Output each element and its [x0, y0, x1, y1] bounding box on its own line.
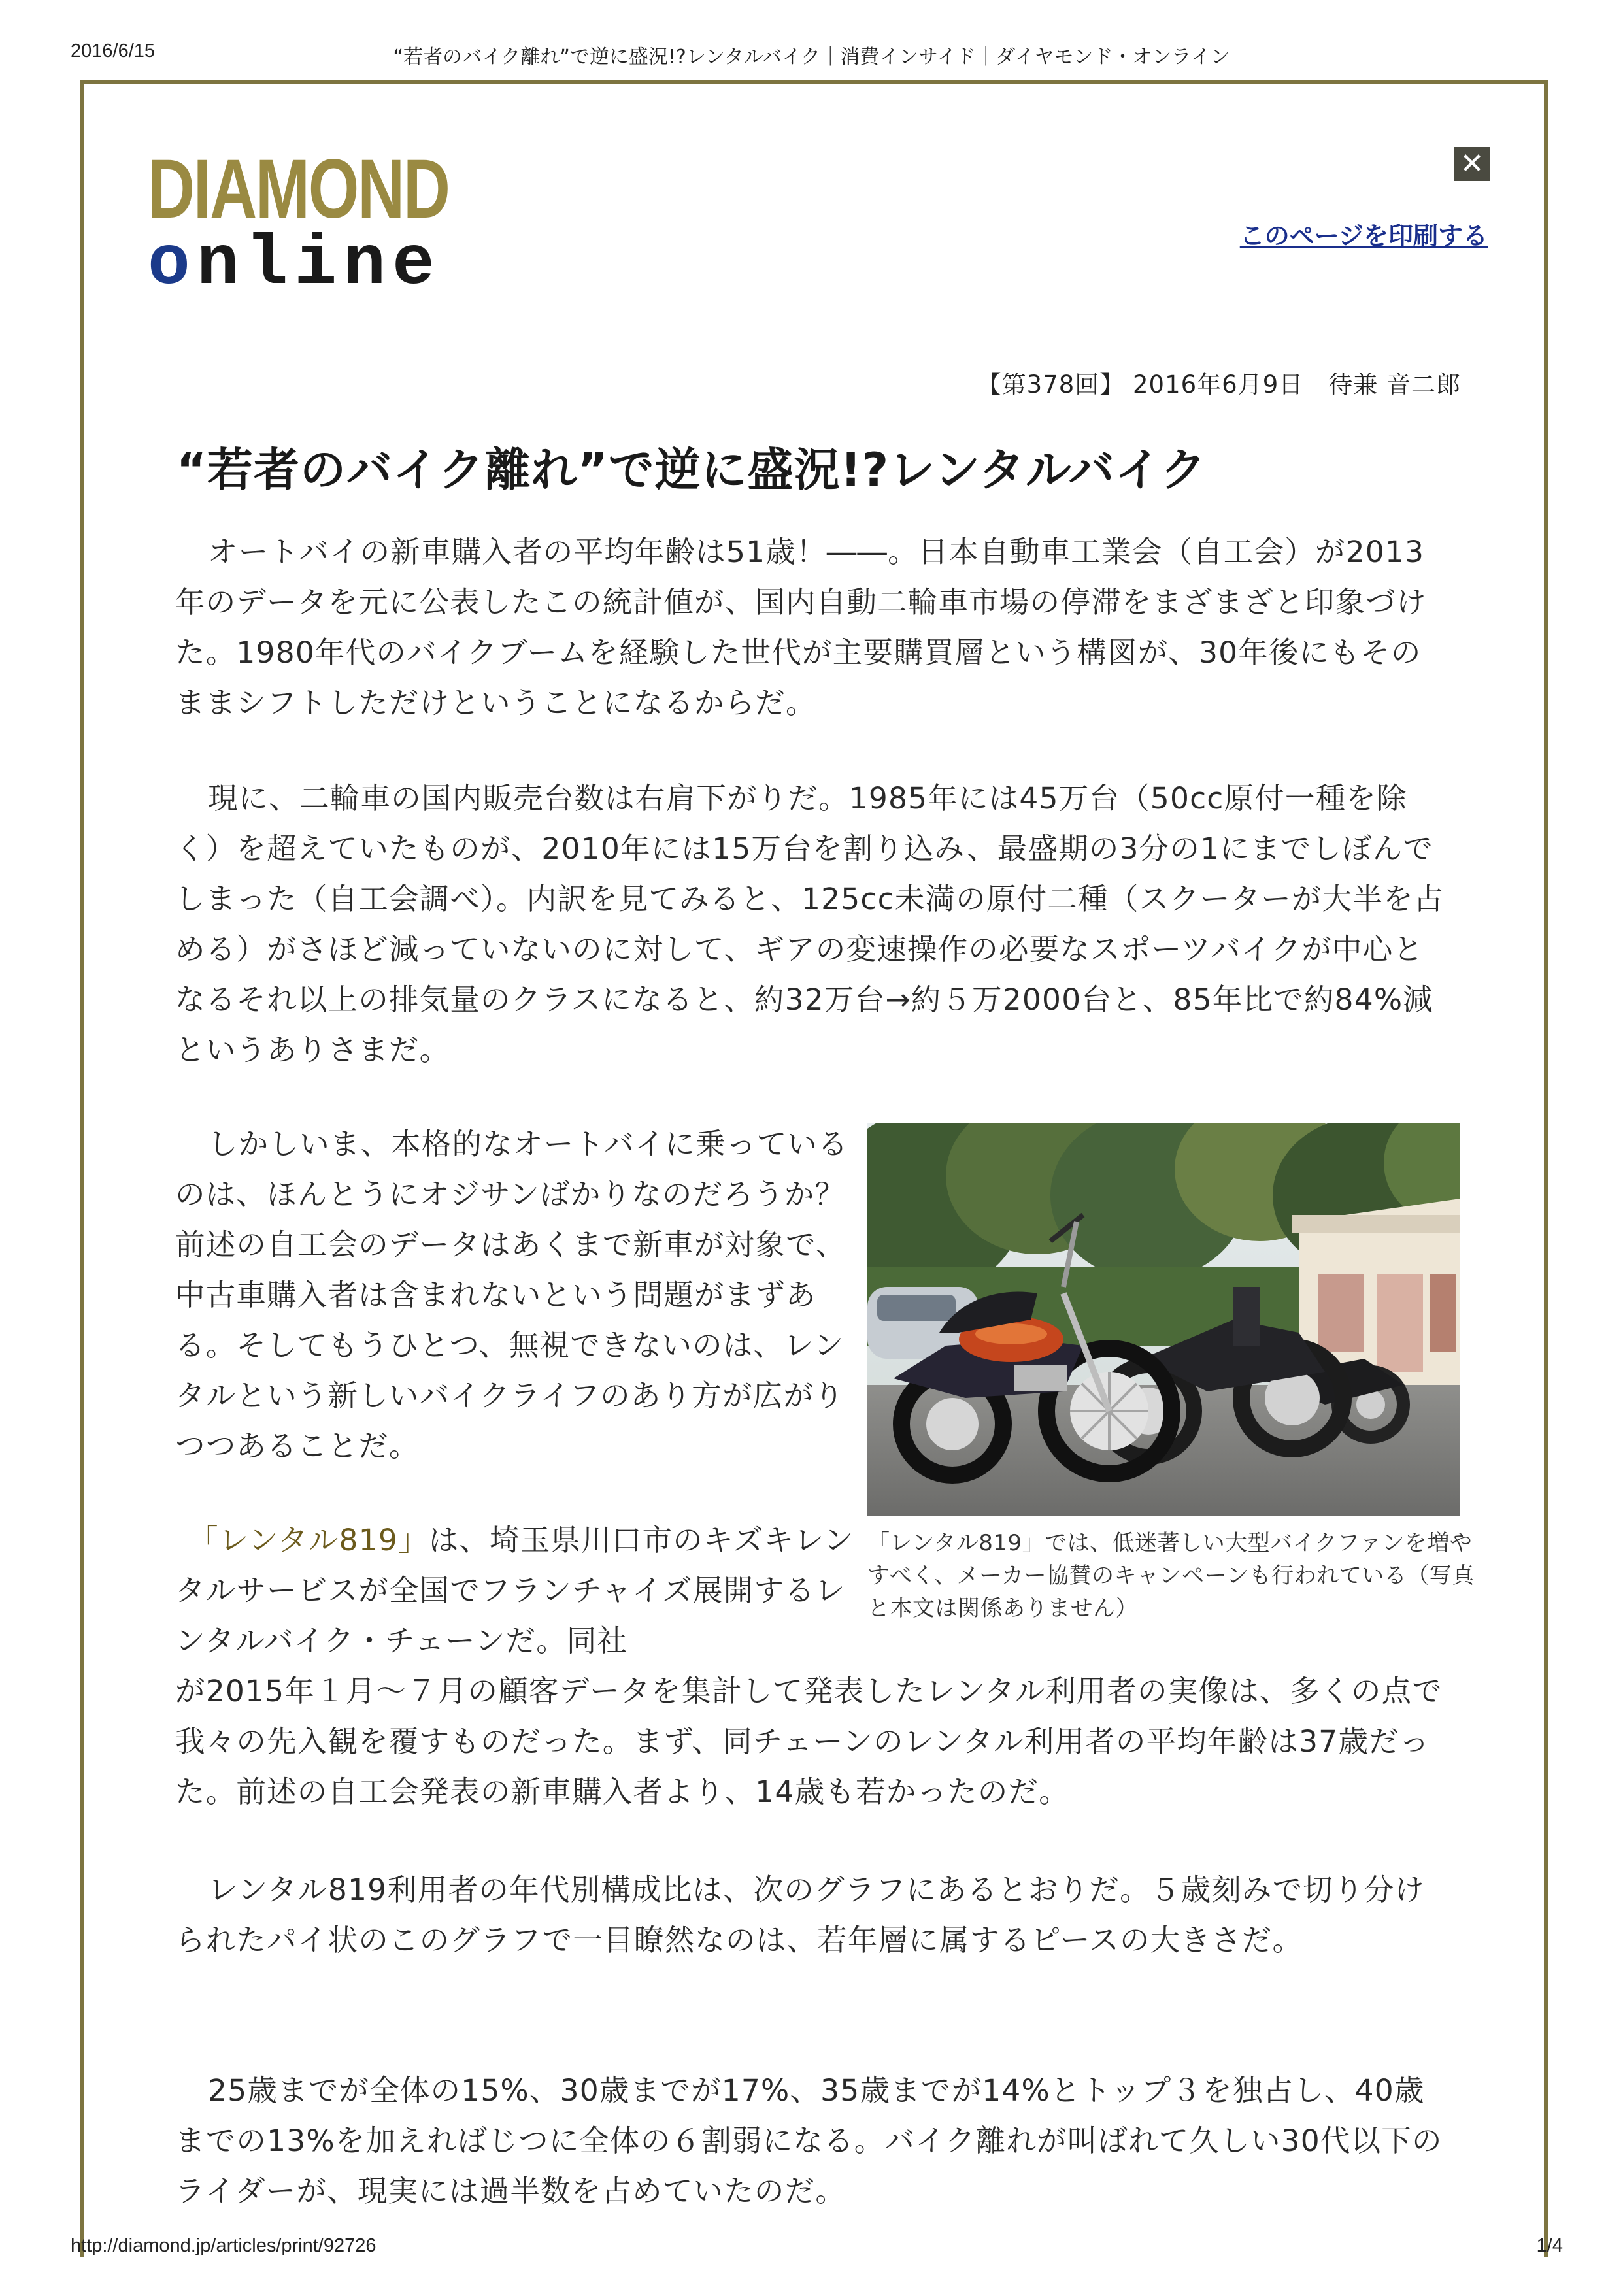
article-paragraph-6: 25歳までが全体の15%、30歳までが17%、35歳までが14%とトップ３を独占し、40歳までの13%を加えればじつに全体の６割弱になる。バイク離れが叫ばれて久しい30代以下のライダーが、現実には過半数を占めていたのだ。 [175, 2073, 1443, 2208]
article-paragraph-3: しかしいま、本格的なオートバイに乗っているのは、ほんとうにオジサンばかりなのだろうか？前述の自工会のデータはあくまで新車が対象で、中古車購入者は含まれないという問題がまずある。そしてもうひとつ、無視できないのは、レンタルという新しいバイクライフのあり方が広がりつつあることだ。 [175, 1127, 848, 1463]
rental819-link[interactable]: 「レンタル819」 [188, 1523, 429, 1557]
print-footer-url: http://diamond.jp/articles/print/92726 [71, 2235, 376, 2256]
motorcycles-illustration [867, 1123, 1460, 1516]
article-paragraph-5: レンタル819利用者の年代別構成比は、次のグラフにあるとおりだ。５歳刻みで切り分けられたパイ状のこのグラフで一目瞭然なのは、若年層に属するピースの大きさだ。 [175, 1872, 1426, 1957]
print-date: 2016/6/15 [71, 41, 156, 61]
diamond-online-logo[interactable] [148, 142, 475, 305]
motorcycles-photo [867, 1123, 1460, 1516]
close-icon[interactable]: ✕ [1454, 147, 1490, 181]
article-paragraph-4 [175, 1515, 855, 1666]
logo-online-text [148, 226, 475, 303]
article-byline: 【第378回】 2016年6月9日 待兼 音二郎 [977, 371, 1461, 399]
logo-nline-letters: nline [196, 225, 441, 305]
print-page-title: “若者のバイク離れ”で逆に盛況!?レンタルバイク｜消費インサイド｜ダイヤモンド・オンライン [393, 46, 1230, 69]
article-paragraph-2: 現に、二輪車の国内販売台数は右肩下がりだ。1985年には45万台（50cc原付一種を除く）を超えていたものが、2010年には15万台を割り込み、最盛期の3分の1にまでしぼんでしまった（自工会調べ）。内訳を見てみると、125cc未満の原付二種（スクーターが大半を占める）がさほど減っていないのに対して、ギアの変速操作の必要なスポーツバイクが中心となるそれ以上の排気量のクラスになると、約32万台→約５万2000台と、85年比で約84%減というありさまだ。 [175, 781, 1445, 1067]
print-footer-page: 1/4 [1536, 2235, 1563, 2256]
photo-caption: 「レンタル819」では、低迷著しい大型バイクファンを増やすべく、メーカー協賛のキャンペーンも行われている（写真と本文は関係ありません） [867, 1530, 1475, 1622]
logo-o-letter: o [148, 225, 197, 305]
article-paragraph-1: オートバイの新車購入者の平均年齢は51歳！――。日本自動車工業会（自工会）が2013年のデータを元に公表したこの統計値が、国内自動二輪車市場の停滞をまざまざと印象づけた。1980年代のバイクブームを経験した世代が主要購買層という構図が、30年後にもそのままシフトしただけということになるからだ。 [175, 535, 1427, 720]
article-headline: “若者のバイク離れ”で逆に盛況!?レンタルバイク [176, 443, 1207, 497]
article-paragraph-4-text: は、埼玉県川口市のキズキレンタルサービスが全国でフランチャイズ展開するレンタルバイク・チェーンだ。同社 [175, 1523, 855, 1658]
print-page-link[interactable]: このページを印刷する [1239, 222, 1488, 250]
logo-diamond-text: DIAMOND [148, 142, 449, 236]
article-paragraph-4-continued: が2015年１月～７月の顧客データを集計して発表したレンタル利用者の実像は、多くの点で我々の先入観を覆すものだった。まず、同チェーンのレンタル利用者の平均年齢は37歳だった。前述の自工会発表の新車購入者より、14歳も若かったのだ。 [175, 1674, 1443, 1809]
